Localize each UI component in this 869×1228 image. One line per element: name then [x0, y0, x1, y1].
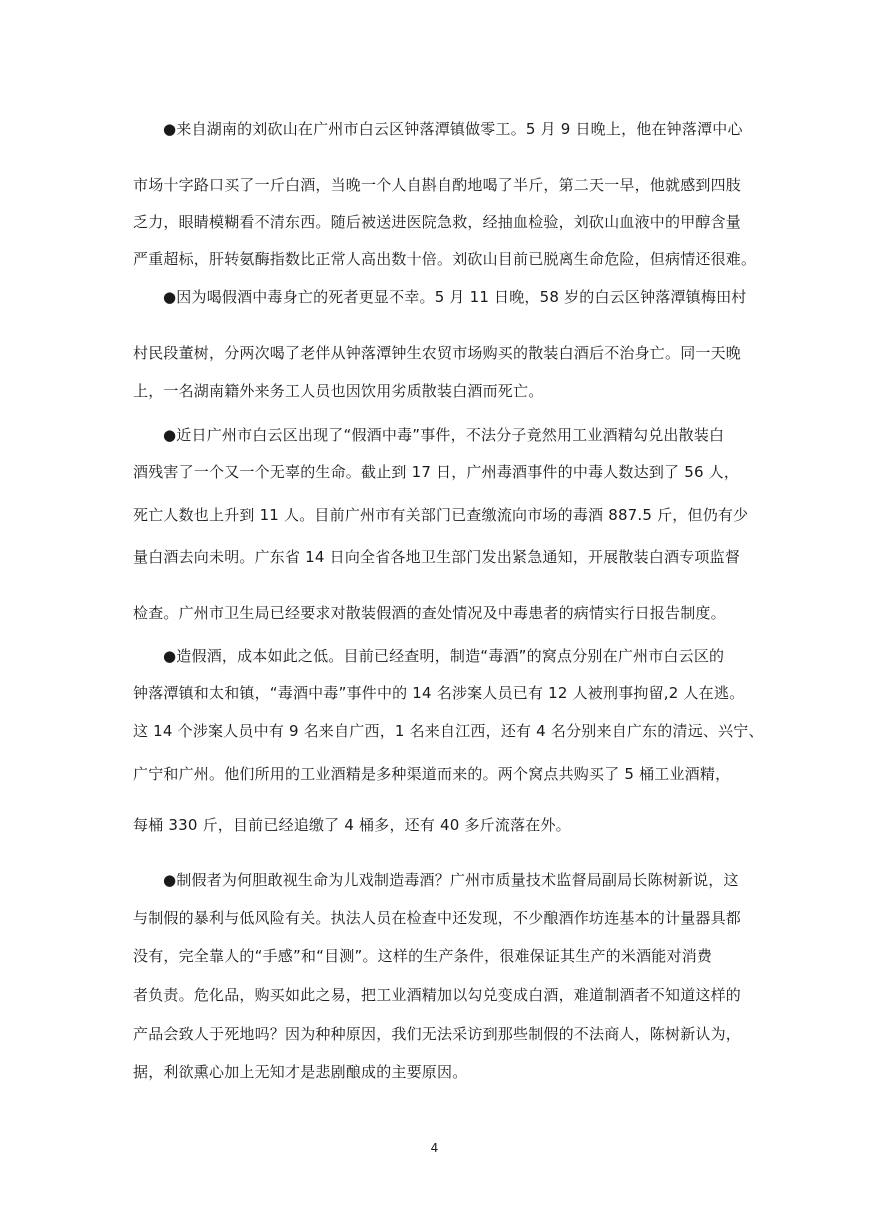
paragraph-3-line-2: 酒残害了一个又一个无辜的生命。截止到 17 日，广州毒酒事件的中毒人数达到了 56 人，	[133, 463, 740, 481]
paragraph-4-line-4: 广宁和广州。他们所用的工业酒精是多种渠道而来的。两个窝点共购买了 5 桶工业酒精，	[133, 765, 731, 783]
paragraph-2-line-2: 村民段董树，分两次喝了老伴从钟落潭钟生农贸市场购买的散装白酒后不治身亡。同一天晚	[133, 344, 742, 362]
paragraph-5-line-2: 与制假的暴利与低风险有关。执法人员在检查中还发现，不少酿酒作坊连基本的计量器具都	[133, 909, 742, 927]
paragraph-2-line-3: 上，一名湖南籍外来务工人员也因饮用劣质散装白酒而死亡。	[133, 382, 544, 400]
paragraph-5-line-4: 者负责。危化品，购买如此之易，把工业酒精加以勾兑变成白酒，难道制酒者不知道这样的	[133, 986, 742, 1004]
paragraph-4-line-5: 每桶 330 斤，目前已经追缴了 4 桶多，还有 40 多斤流落在外。	[133, 816, 571, 834]
paragraph-2-line-1: ●因为喝假酒中毒身亡的死者更显不幸。5 月 11 日晚，58 岁的白云区钟落潭镇梅田村	[163, 288, 747, 306]
paragraph-5-line-3: 没有，完全靠人的“手感”和“目测”。这样的生产条件，很难保证其生产的米酒能对消费	[133, 947, 713, 965]
paragraph-1-line-4: 严重超标，肝转氨酶指数比正常人高出数十倍。刘砍山目前已脱离生命危险，但病情还很难。	[133, 250, 757, 268]
paragraph-1-line-2: 市场十字路口买了一斤白酒，当晚一个人自斟自酌地喝了半斤，第二天一早，他就感到四肢	[133, 176, 742, 194]
paragraph-1-line-1: ●来自湖南的刘砍山在广州市白云区钟落潭镇做零工。5 月 9 日晚上，他在钟落潭中心	[163, 120, 743, 138]
paragraph-5-line-5: 产品会致人于死地吗？因为种种原因，我们无法采访到那些制假的不法商人，陈树新认为，	[133, 1025, 742, 1043]
paragraph-3-line-3: 死亡人数也上升到 11 人。目前广州市有关部门已查缴流向市场的毒酒 887.5 斤，但仍有少	[133, 506, 749, 524]
paragraph-4-line-3: 这 14 个涉案人员中有 9 名来自广西，1 名来自江西，还有 4 名分别来自广东的清远、兴宁、	[133, 722, 764, 740]
paragraph-4-line-1: ●造假酒，成本如此之低。目前已经查明，制造“毒酒”的窝点分别在广州市白云区的	[163, 647, 725, 665]
paragraph-5-line-1: ●制假者为何胆敢视生命为儿戏制造毒酒？广州市质量技术监督局副局长陈树新说，这	[163, 871, 739, 889]
paragraph-4-line-2: 钟落潭镇和太和镇，“毒酒中毒”事件中的 14 名涉案人员已有 12 人被刑事拘留,2 人在逃。	[133, 684, 745, 702]
paragraph-3-line-4: 量白酒去向未明。广东省 14 日向全省各地卫生部门发出紧急通知，开展散装白酒专项监督	[133, 548, 741, 566]
paragraph-5-line-6: 据，利欲熏心加上无知才是悲剧酿成的主要原因。	[133, 1063, 468, 1081]
paragraph-3-line-1: ●近日广州市白云区出现了“假酒中毒”事件，不法分子竟然用工业酒精勾兑出散装白	[163, 426, 725, 444]
paragraph-3-line-5: 检查。广州市卫生局已经要求对散装假酒的查处情况及中毒患者的病情实行日报告制度。	[133, 604, 726, 622]
paragraph-1-line-3: 乏力，眼睛模糊看不清东西。随后被送进医院急救，经抽血检验，刘砍山血液中的甲醇含量	[133, 213, 742, 231]
page-number: 4	[430, 1141, 439, 1155]
